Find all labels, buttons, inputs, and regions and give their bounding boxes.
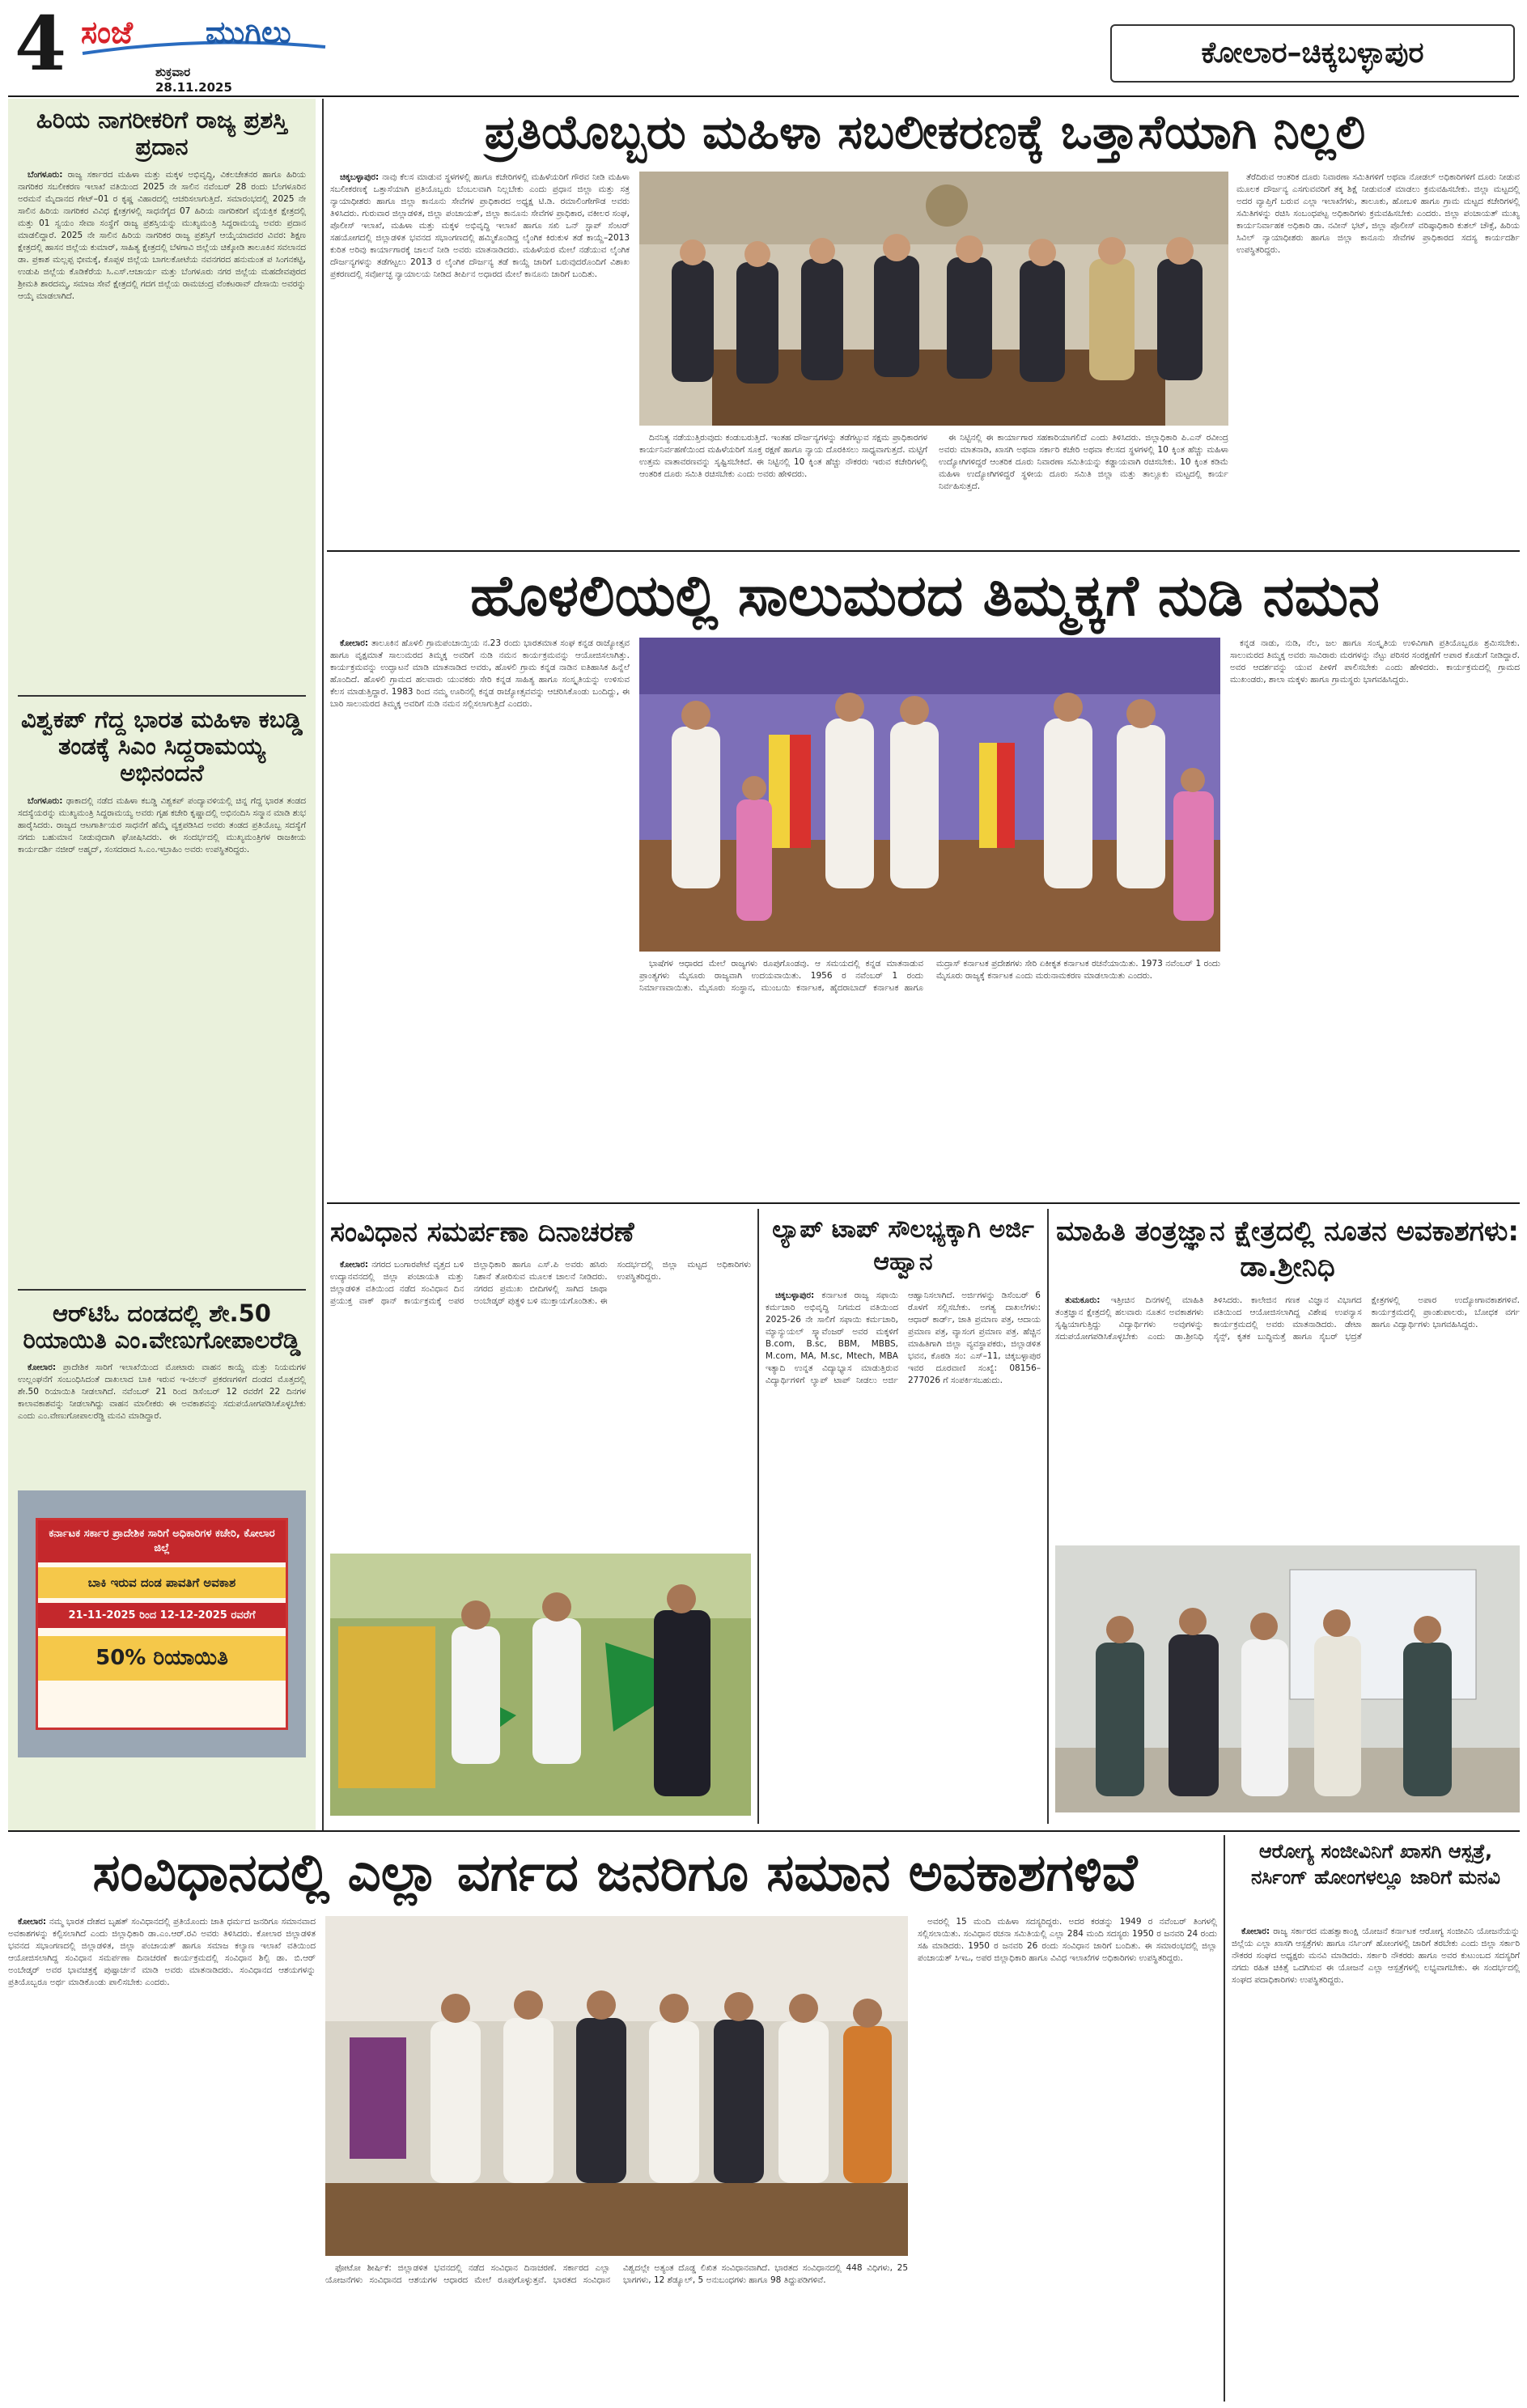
page-number: 4 bbox=[15, 0, 67, 87]
laptop-text: ಕರ್ನಾಟಕ ರಾಜ್ಯ ಸಫಾಯಿ ಕರ್ಮಚಾರಿ ಅಭಿವೃದ್ಧಿ ನಿಗಮದ ವತಿಯಿಂದ 2025-26 ನೇ ಸಾಲಿಗೆ ಸಫಾಯಿ ಕರ್ಮಚಾರಿ, ಮ್ಯಾನ್ಯುಯಲ್ ಸ್ಕ್ಯಾವೆಂಜರ್ ಅವರ ಮಕ್ಕಳಿಗೆ B.com, B.sc, BBM, MBBS, M.com, MA, M.sc, Mtech, MBA ಇತ್ಯಾದಿ ಉನ್ನತ ವಿದ್ಯಾಭ್ಯಾಸ ಮಾಡುತ್ತಿರುವ ವಿದ್ಯಾರ್ಥಿಗಳಿಗೆ ಲ್ಯಾಪ್ ಟಾಪ್ ನೀಡಲು ಅರ್ಜಿ ಆಹ್ವಾನಿಸಲಾಗಿದೆ. ಅರ್ಜಿಗಳನ್ನು ಡಿಸೆಂಬರ್ 6 ರೊಳಗೆ ಸಲ್ಲಿಸಬೇಕು. ಅಗತ್ಯ ದಾಖಲೆಗಳು: ಆಧಾರ್ ಕಾರ್ಡ್, ಜಾತಿ ಪ್ರಮಾಣ ಪತ್ರ, ಆದಾಯ ಪ್ರಮಾಣ ಪತ್ರ, ವ್ಯಾಸಂಗ ಪ್ರಮಾಣ ಪತ್ರ. ಹೆಚ್ಚಿನ ಮಾಹಿತಿಗಾಗಿ ಜಿಲ್ಲಾ ವ್ಯವಸ್ಥಾಪಕರು, ಜಿಲ್ಲಾಡಳಿತ ಭವನ, ಕೊಠಡಿ ಸಂ: ಎಸ್–11, ಚಿಕ್ಕಬಳ್ಳಾಪುರ ಇವರ ದೂರವಾಣಿ ಸಂಖ್ಯೆ: 08156–277026 ಗೆ ಸಂಪರ್ಕಿಸಬಹುದು. bbox=[766, 1291, 1041, 1385]
bottom-story-col1-text: ನಮ್ಮ ಭಾರತ ದೇಶದ ಬೃಹತ್ ಸಂವಿಧಾನದಲ್ಲಿ ಪ್ರತಿಯೊಂದು ಜಾತಿ ಧರ್ಮದ ಜನರಿಗೂ ಸಮಾನವಾದ ಅವಕಾಶಗಳನ್ನು ಕಲ್ಪಿಸಲಾಗಿದೆ ಎಂದು ಜಿಲ್ಲಾಧಿಕಾರಿ ಡಾ.ಎಂ.ಆರ್.ರವಿ ಅವರು ತಿಳಿಸಿದರು. ಕೋಲಾರ ಜಿಲ್ಲಾಡಳಿತ ಭವನದ ಸಭಾಂಗಣದಲ್ಲಿ ಜಿಲ್ಲಾಡಳಿತ, ಜಿಲ್ಲಾ ಪಂಚಾಯತ್ ಹಾಗೂ ಸಮಾಜ ಕಲ್ಯಾಣ ಇಲಾಖೆ ವತಿಯಿಂದ ಆಯೋಜಿಸಲಾಗಿದ್ದ ಸಂವಿಧಾನ ಸಮರ್ಪಣಾ ದಿನಾಚರಣೆ ಕಾರ್ಯಕ್ರಮದಲ್ಲಿ ಸಂವಿಧಾನ ಶಿಲ್ಪಿ ಡಾ. ಬಿ.ಆರ್ ಅಂಬೇಡ್ಕರ್ ಅವರ ಭಾವಚಿತ್ರಕ್ಕೆ ಪುಷ್ಪಾರ್ಚನೆ ಮಾಡಿ ಅವರು ಮಾತನಾಡಿದರು. ಸಂವಿಧಾನದ ಆಶಯಗಳನ್ನು ಪ್ರತಿಯೊಬ್ಬರೂ ಅರ್ಥ ಮಾಡಿಕೊಂಡು ಪಾಲಿಸಬೇಕು ಎಂದರು. bbox=[8, 1917, 316, 1987]
issue-day: ಶುಕ್ರವಾರ bbox=[155, 65, 191, 79]
constitution-day-headline: ಸಂವಿಧಾನ ಸಮರ್ಪಣಾ ದಿನಾಚರಣೆ bbox=[330, 1216, 634, 1249]
sidebar-story1-dateline: ಬೆಂಗಳೂರು: bbox=[28, 169, 63, 180]
bottom-story-photo bbox=[325, 1916, 908, 2256]
sidebar-rule bbox=[322, 99, 324, 1830]
sidebar-story1-body bbox=[18, 169, 306, 687]
it-headline: ಮಾಹಿತಿ ತಂತ್ರಜ್ಞಾನ ಕ್ಷೇತ್ರದಲ್ಲಿ ನೂತನ ಅವಕಾಶಗಳು: ಡಾ.ಶ್ರೀನಿಧಿ bbox=[1056, 1215, 1519, 1283]
issue-date: 28.11.2025 bbox=[155, 80, 232, 95]
masthead bbox=[0, 0, 1527, 95]
mid-story-col2 bbox=[639, 958, 1220, 1196]
poster-discount: 50% ರಿಯಾಯಿತಿ bbox=[38, 1636, 286, 1681]
rto-poster-photo bbox=[18, 1490, 306, 1757]
it-body bbox=[1055, 1295, 1520, 1537]
rule bbox=[8, 1830, 1520, 1832]
sidebar-story2-headline: ವಿಶ್ವಕಪ್ ಗೆದ್ದ ಭಾರತ ಮಹಿಳಾ ಕಬಡ್ಡಿ ತಂಡಕ್ಕೆ ಸಿಎಂ ಸಿದ್ದರಾಮಯ್ಯ ಅಭಿನಂದನೆ bbox=[21, 705, 303, 787]
bottom-story-col3 bbox=[918, 1916, 1217, 2402]
section-title: ಕೋಲಾರ–ಚಿಕ್ಕಬಳ್ಳಾಪುರ bbox=[1201, 36, 1424, 70]
top-story-headline: ಪ್ರತಿಯೊಬ್ಬರು ಮಹಿಳಾ ಸಬಲೀಕರಣಕ್ಕೆ ಒತ್ತಾಸೆಯಾಗಿ ನಿಲ್ಲಲಿ bbox=[484, 104, 1366, 159]
rule bbox=[327, 1202, 1520, 1204]
sidebar-story3-dateline: ಕೋಲಾರ: bbox=[28, 1363, 57, 1373]
bottom-story-headline: ಸಂವಿಧಾನದಲ್ಲಿ ಎಲ್ಲಾ ವರ್ಗದ ಜನರಿಗೂ ಸಮಾನ ಅವಕಾಶಗಳಿವೆ bbox=[92, 1843, 1138, 1903]
health-text: ರಾಜ್ಯ ಸರ್ಕಾರದ ಮಹತ್ವಾಕಾಂಕ್ಷಿ ಯೋಜನೆ ಕರ್ನಾಟಕ ಆರೋಗ್ಯ ಸಂಜೀವಿನಿ ಯೋಜನೆಯನ್ನು ಜಿಲ್ಲೆಯ ಎಲ್ಲಾ ಖಾಸಗಿ ಆಸ್ಪತ್ರೆಗಳು ಹಾಗೂ ನರ್ಸಿಂಗ್ ಹೋಂಗಳಲ್ಲಿ ಜಾರಿಗೆ ತರಬೇಕು ಎಂದು ಜಿಲ್ಲಾ ಸರ್ಕಾರಿ ನೌಕರರ ಸಂಘದ ಅಧ್ಯಕ್ಷರು ಮನವಿ ಮಾಡಿದರು. ಸರ್ಕಾರಿ ನೌಕರರು ಹಾಗೂ ಅವರ ಕುಟುಂಬದ ಸದಸ್ಯರಿಗೆ ನಗದು ರಹಿತ ಚಿಕಿತ್ಸೆ ಒದಗಿಸುವ ಈ ಯೋಜನೆ ಎಲ್ಲಾ ಆಸ್ಪತ್ರೆಗಳಲ್ಲಿ ಲಭ್ಯವಾಗಬೇಕು. ಈ ಸಂದರ್ಭದಲ್ಲಿ ಸಂಘದ ಪದಾಧಿಕಾರಿಗಳು ಉಪಸ್ಥಿತರಿದ್ದರು. bbox=[1232, 1927, 1520, 1985]
brand-logo bbox=[74, 11, 333, 61]
bottom-story-col2-text: ಫೋಟೋ ಶೀರ್ಷಿಕೆ: ಜಿಲ್ಲಾಡಳಿತ ಭವನದಲ್ಲಿ ನಡೆದ ಸಂವಿಧಾನ ದಿನಾಚರಣೆ. ಸರ್ಕಾರದ ಎಲ್ಲಾ ಯೋಜನೆಗಳು ಸಂವಿಧಾನದ ಆಶಯಗಳ ಆಧಾರದ ಮೇಲೆ ರೂಪುಗೊಳ್ಳುತ್ತವೆ. ಭಾರತದ ಸಂವಿಧಾನ ವಿಶ್ವದಲ್ಲೇ ಅತ್ಯಂತ ದೊಡ್ಡ ಲಿಖಿತ ಸಂವಿಧಾನವಾಗಿದೆ. ಭಾರತದ ಸಂವಿಧಾನದಲ್ಲಿ 448 ವಿಧಿಗಳು, 25 ಭಾಗಗಳು, 12 ಶೆಡ್ಯೂಲ್, 5 ಅನುಬಂಧಗಳು ಹಾಗೂ 98 ತಿದ್ದುಪಡಿಗಳಿವೆ. bbox=[325, 2263, 908, 2285]
constitution-day-body bbox=[330, 1259, 751, 1550]
sidebar-story2-dateline: ಬೆಂಗಳೂರು: bbox=[28, 795, 63, 806]
sidebar-story1-headline: ಹಿರಿಯ ನಾಗರೀಕರಿಗೆ ರಾಜ್ಯ ಪ್ರಶಸ್ತಿ ಪ್ರದಾನ bbox=[36, 106, 288, 161]
sidebar-story3-text: ಪ್ರಾದೇಶಿಕ ಸಾರಿಗೆ ಇಲಾಖೆಯಿಂದ ಮೋಟಾರು ವಾಹನ ಕಾಯ್ದೆ ಮತ್ತು ನಿಯಮಗಳ ಉಲ್ಲಂಘನೆಗೆ ಸಂಬಂಧಿಸಿದಂತೆ ದಾಖಲಾದ ಬಾಕಿ ಇರುವ ಇ-ಚಲನ್ ಪ್ರಕರಣಗಳಿಗೆ ದಂಡದ ಮೊತ್ತದಲ್ಲಿ ಶೇ.50 ರಿಯಾಯಿತಿ ನೀಡಲಾಗಿದೆ. ನವೆಂಬರ್ 21 ರಿಂದ ಡಿಸೆಂಬರ್ 12 ರವರೆಗೆ 22 ದಿನಗಳ ಕಾಲಾವಕಾಶವನ್ನು ನೀಡಲಾಗಿದ್ದು ವಾಹನ ಮಾಲೀಕರು ಈ ಅವಕಾಶವನ್ನು ಸದುಪಯೋಗಪಡಿಸಿಕೊಳ್ಳಬೇಕು ಎಂದು ಎಂ.ವೇಣುಗೋಪಾಲರೆಡ್ಡಿ ಮನವಿ ಮಾಡಿದ್ದಾರೆ. bbox=[18, 1363, 306, 1422]
sidebar-story2-text: ಢಾಕಾದಲ್ಲಿ ನಡೆದ ಮಹಿಳಾ ಕಬಡ್ಡಿ ವಿಶ್ವಕಪ್ ಪಂದ್ಯಾವಳಿಯಲ್ಲಿ ಚಿನ್ನ ಗೆದ್ದ ಭಾರತ ತಂಡದ ಸದಸ್ಯೆಯರನ್ನು ಮುಖ್ಯಮಂತ್ರಿ ಸಿದ್ದರಾಮಯ್ಯ ಅವರು ಗೃಹ ಕಚೇರಿ ಕೃಷ್ಣಾದಲ್ಲಿ ಅಭಿನಂದಿಸಿ ಸನ್ಮಾನ ಮಾಡಿ ಶುಭ ಹಾರೈಸಿದರು. ರಾಜ್ಯದ ಆಟಗಾರ್ತಿಯರ ಸಾಧನೆಗೆ ಹೆಮ್ಮೆ ವ್ಯಕ್ತಪಡಿಸಿದ ಅವರು ತಂಡದ ಪ್ರತಿಯೊಬ್ಬ ಸದಸ್ಯೆಗೆ ನಗದು ಬಹುಮಾನ ನೀಡುವುದಾಗಿ ಘೋಷಿಸಿದರು. ಈ ಸಂದರ್ಭದಲ್ಲಿ ಮುಖ್ಯಮಂತ್ರಿಗಳ ರಾಜಕೀಯ ಕಾರ್ಯದರ್ಶಿ ನಜೀರ್ ಅಹ್ಮದ್, ಸಂಸದರಾದ ಸಿ.ಎಂ.ಇಬ್ರಾಹಿಂ ಅವರು ಉಪಸ್ಥಿತರಿದ್ದರು. bbox=[18, 795, 306, 854]
mid-story-col1-text: ತಾಲೂಕಿನ ಹೊಳಲಿ ಗ್ರಾಮಪಂಚಾಯ್ತಿಯ ನ.23 ರಂದು ಭಾರತಮಾತ ಸಂಘ ಕನ್ನಡ ರಾಜ್ಯೋತ್ಸವ ಹಾಗೂ ವೃಕ್ಷಮಾತೆ ಸಾಲುಮರದ ತಿಮ್ಮಕ್ಕ ಅವರಿಗೆ ನುಡಿ ನಮನ ಕಾರ್ಯಕ್ರಮವನ್ನು ಆಯೋಜಿಸಲಾಗಿತ್ತು. ಕಾರ್ಯಕ್ರಮವನ್ನು ಉದ್ಘಾಟನೆ ಮಾಡಿ ಮಾತನಾಡಿದ ಅವರು, ಹೊಳಲಿ ಗ್ರಾಮ ಕನ್ನಡ ನಾಡಿನ ಐತಿಹಾಸಿಕ ಹಿನ್ನೆಲೆ ಹೊಂದಿದೆ. ಹೊಳಲಿ ಗ್ರಾಮದ ಹಲವಾರು ಯುವಕರು ಸೇರಿ ಕನ್ನಡ ಸಾಹಿತ್ಯ ಹಾಗೂ ಸಂಸ್ಕೃತಿಯನ್ನು ಉಳಿಸುವ ಕೆಲಸ ಮಾಡುತ್ತಿದ್ದಾರೆ. 1983 ರಿಂದ ನಮ್ಮ ಊರಿನಲ್ಲಿ ಕನ್ನಡ ರಾಜ್ಯೋತ್ಸವವನ್ನು ಆಚರಿಸಿಕೊಂಡು ಬಂದಿದ್ದು, ಈ ಬಾರಿ ಸಾಲುಮರದ ತಿಮ್ಮಕ್ಕ ಅವರಿಗೆ ನುಡಿ ನಮನ ಸಲ್ಲಿಸಲಾಗುತ್ತಿದೆ ಎಂದರು. bbox=[330, 638, 630, 709]
health-headline: ಆರೋಗ್ಯ ಸಂಜೀವಿನಿಗೆ ಖಾಸಗಿ ಆಸ್ಪತ್ರೆ, ನರ್ಸಿಂಗ್ ಹೋಂಗಳಲ್ಲೂ ಜಾರಿಗೆ ಮನವಿ bbox=[1250, 1840, 1501, 1889]
section-banner bbox=[1110, 24, 1515, 83]
laptop-dateline: ಚಿಕ್ಕಬಳ್ಳಾಪುರ: bbox=[775, 1291, 815, 1300]
health-body bbox=[1232, 1926, 1520, 2402]
rto-poster bbox=[36, 1518, 288, 1730]
rule bbox=[757, 1209, 759, 1824]
rule bbox=[1224, 1835, 1225, 2402]
officials-group-photo-icon bbox=[639, 172, 1228, 426]
laptop-headline: ಲ್ಯಾಪ್ ಟಾಪ್ ಸೌಲಭ್ಯಕ್ಕಾಗಿ ಅರ್ಜಿ ಆಹ್ವಾನ bbox=[772, 1215, 1034, 1276]
poster-dates: 21-11-2025 ರಿಂದ 12-12-2025 ರವರೆಗೆ bbox=[38, 1603, 286, 1628]
mid-story-col3 bbox=[1230, 638, 1520, 1196]
poster-top-text: ಕರ್ನಾಟಕ ಸರ್ಕಾರ ಪ್ರಾದೇಶಿಕ ಸಾರಿಗೆ ಅಧಿಕಾರಿಗಳ ಕಚೇರಿ, ಕೋಲಾರ ಜಿಲ್ಲೆ bbox=[38, 1520, 286, 1562]
top-story-col2 bbox=[639, 432, 927, 545]
top-story-col1-text: ನಾವು ಕೆಲಸ ಮಾಡುವ ಸ್ಥಳಗಳಲ್ಲಿ ಹಾಗೂ ಕಚೇರಿಗಳಲ್ಲಿ ಮಹಿಳೆಯರಿಗೆ ಗೌರವ ನೀಡಿ ಮಹಿಳಾ ಸಬಲೀಕರಣಕ್ಕೆ ಒತ್ತಾಸೆಯಾಗಿ ಪ್ರತಿಯೊಬ್ಬರು ಬೆಂಬಲವಾಗಿ ನಿಲ್ಲಬೇಕು ಎಂದು ಪ್ರಧಾನ ಜಿಲ್ಲಾ ಮತ್ತು ಸತ್ರ ನ್ಯಾಯಾಧೀಶರು ಹಾಗೂ ಜಿಲ್ಲಾ ಕಾನೂನು ಸೇವೆಗಳ ಪ್ರಾಧಿಕಾರದ ಅಧ್ಯಕ್ಷ ಟಿ.ಡಿ. ರಮಾಲಿಂಗೇಗೌಡ ಅವರು ತಿಳಿಸಿದರು. ಗುರುವಾರ ಜಿಲ್ಲಾಡಳಿತ, ಜಿಲ್ಲಾ ಪಂಚಾಯತ್, ಜಿಲ್ಲಾ ಕಾನೂನು ಸೇವೆಗಳ ಪ್ರಾಧಿಕಾರ, ವಕೀಲರ ಸಂಘ, ಪೊಲೀಸ್ ಇಲಾಖೆ, ಮಹಿಳಾ ಮತ್ತು ಮಕ್ಕಳ ಅಭಿವೃದ್ಧಿ ಇಲಾಖೆ ಹಾಗೂ ಸಖಿ ಒನ್ ಸ್ಟಾಪ್ ಸೆಂಟರ್ ಸಹಯೋಗದಲ್ಲಿ ಜಿಲ್ಲಾಡಳಿತ ಭವನದ ಸಭಾಂಗಣದಲ್ಲಿ ಹಮ್ಮಿಕೊಂಡಿದ್ದ ಲೈಂಗಿಕ ಕಿರುಕುಳ ತಡೆ ಕಾಯ್ದೆ–2013 ಕುರಿತ ಅರಿವು ಕಾರ್ಯಾಗಾರಕ್ಕೆ ಚಾಲನೆ ನೀಡಿ ಅವರು ಮಾತನಾಡಿದರು. ಮಹಿಳೆಯರ ಮೇಲೆ ನಡೆಯುವ ಲೈಂಗಿಕ ದೌರ್ಜನ್ಯಗಳನ್ನು ತಡೆಗಟ್ಟಲು 2013 ರ ಲೈಂಗಿಕ ದೌರ್ಜನ್ಯ ತಡೆ ಕಾಯ್ದೆ ಜಾರಿಗೆ ಬರುವುದರೊಂದಿಗೆ ವಿಶಾಖ ಪ್ರಕರಣದಲ್ಲಿ ಸರ್ವೋಚ್ಛ ನ್ಯಾಯಾಲಯ ನೀಡಿದ ತೀರ್ಪಿನ ಅಧಾರದ ಮೇಲೆ ಕಾನೂನು ಜಾರಿಗೆ ಬಂದಿತು. bbox=[330, 172, 630, 279]
flag-off-photo-icon bbox=[330, 1554, 751, 1816]
constitution-event-photo-icon bbox=[325, 1916, 908, 2256]
top-story-col4 bbox=[1236, 172, 1520, 545]
top-story-col4-text: ತೆರೆದಿರುವ ಆಂತರಿಕ ದೂರು ನಿವಾರಣಾ ಸಮಿತಿಗಳಿಗೆ ಅಥವಾ ನೋಡಲ್ ಅಧಿಕಾರಿಗಳಿಗೆ ದೂರು ನೀಡುವ ಮೂಲಕ ದೌರ್ಜನ್ಯ ಎಸಗುವವರಿಗೆ ತಕ್ಕ ಶಿಕ್ಷೆ ನೀಡುವಂತೆ ಮಾಡಲು ಕ್ರಮವಹಿಸಬೇಕು. ಜಿಲ್ಲಾ ಮಟ್ಟದಲ್ಲಿ ಅದರ ವ್ಯಾಪ್ತಿಗೆ ಬರುವ ಎಲ್ಲಾ ಇಲಾಖೆಗಳು, ತಾಲೂಕು, ಹೋಬಳಿ ಹಾಗೂ ಗ್ರಾಮ ಮಟ್ಟದ ಕಚೇರಿಗಳಲ್ಲಿ ಸಮಿತಿಗಳನ್ನು ರಚಿಸಿ ಸಂಬಂಧಪಟ್ಟ ಅಧಿಕಾರಿಗಳು ಕ್ರಮವಹಿಸಬೇಕು ಎಂದರು. ಜಿಲ್ಲಾ ಪಂಚಾಯತ್ ಮುಖ್ಯ ಕಾರ್ಯನಿರ್ವಾಹಕ ಅಧಿಕಾರಿ ಡಾ. ನವೀನ್ ಭಟ್, ಜಿಲ್ಲಾ ಪೊಲೀಸ್ ವರಿಷ್ಠಾಧಿಕಾರಿ ಕುಶಲ್ ಚೌಕ್ಸೆ, ಹಿರಿಯ ಸಿವಿಲ್ ನ್ಯಾಯಾಧೀಶರು ಹಾಗೂ ಜಿಲ್ಲಾ ಕಾನೂನು ಸೇವೆಗಳ ಪ್ರಾಧಿಕಾರದ ಸದಸ್ಯ ಕಾರ್ಯದರ್ಶಿ ಉಪಸ್ಥಿತರಿದ್ದರು. bbox=[1236, 172, 1520, 255]
bottom-story-col2 bbox=[325, 2262, 908, 2402]
it-photo bbox=[1055, 1545, 1520, 1812]
seminar-group-photo-icon bbox=[1055, 1545, 1520, 1812]
top-story-photo bbox=[639, 172, 1228, 426]
brand-part1: ಸಂಜೆ bbox=[81, 15, 134, 50]
divider bbox=[18, 695, 306, 697]
top-story-dateline: ಚಿಕ್ಕಬಳ್ಳಾಪುರ: bbox=[340, 172, 380, 182]
masthead-rule bbox=[8, 95, 1519, 97]
mid-story-photo bbox=[639, 638, 1220, 952]
poster-middle-text: ಬಾಕಿ ಇರುವ ದಂಡ ಪಾವತಿಗೆ ಅವಕಾಶ bbox=[38, 1567, 286, 1598]
top-story-col3 bbox=[939, 432, 1228, 545]
mid-story-col3-text: ಕನ್ನಡ ನಾಡು, ನುಡಿ, ನೆಲ, ಜಲ ಹಾಗೂ ಸಂಸ್ಕೃತಿಯ ಉಳಿವಿಗಾಗಿ ಪ್ರತಿಯೊಬ್ಬರೂ ಶ್ರಮಿಸಬೇಕು. ಸಾಲುಮರದ ತಿಮ್ಮಕ್ಕ ಅವರು ಸಾವಿರಾರು ಮರಗಳನ್ನು ನೆಟ್ಟು ಪರಿಸರ ಸಂರಕ್ಷಣೆಗೆ ಅಪಾರ ಕೊಡುಗೆ ನೀಡಿದ್ದಾರೆ. ಅವರ ಆದರ್ಶವನ್ನು ಯುವ ಪೀಳಿಗೆ ಪಾಲಿಸಬೇಕು ಎಂದು ಹೇಳಿದರು. ಕಾರ್ಯಕ್ರಮದಲ್ಲಿ ಗ್ರಾಮದ ಮುಖಂಡರು, ಶಾಲಾ ಮಕ್ಕಳು ಹಾಗೂ ಗ್ರಾಮಸ್ಥರು ಭಾಗವಹಿಸಿದ್ದರು. bbox=[1230, 638, 1520, 685]
divider bbox=[18, 1289, 306, 1291]
bottom-story-dateline: ಕೋಲಾರ: bbox=[18, 1917, 47, 1927]
left-sidebar bbox=[8, 99, 316, 1830]
top-story-col1 bbox=[330, 172, 630, 471]
sidebar-story1-text: ರಾಜ್ಯ ಸರ್ಕಾರದ ಮಹಿಳಾ ಮತ್ತು ಮಕ್ಕಳ ಅಭಿವೃದ್ಧಿ, ವಿಕಲಚೇತನರ ಹಾಗೂ ಹಿರಿಯ ನಾಗರಿಕರ ಸಬಲೀಕರಣ ಇಲಾಖೆ ವತಿಯಿಂದ 2025 ನೇ ಸಾಲಿನ ನವೆಂಬರ್ 28 ರಂದು ಬೆಂಗಳೂರಿನ ಅರಮನೆ ಮೈದಾನದ ಗೇಟ್–01 ರ ಕೃಷ್ಣ ವಿಹಾರದಲ್ಲಿ ಆಚರಿಸಲಾಗುತ್ತಿದೆ. ಸಮಾರಂಭದಲ್ಲಿ 2025 ನೇ ಸಾಲಿನ ಹಿರಿಯ ನಾಗರಿಕರ ವಿವಿಧ ಕ್ಷೇತ್ರಗಳಲ್ಲಿ ಸಾಧನೆಗೈದ 07 ಹಿರಿಯ ನಾಗರಿಕರಿಗೆ ವೈಯಕ್ತಿಕ ಕ್ಷೇತ್ರದಲ್ಲಿ ಮತ್ತು 01 ಸ್ವಯಂ ಸೇವಾ ಸಂಸ್ಥೆಗೆ ರಾಜ್ಯ ಪ್ರಶಸ್ತಿಯನ್ನು ಮುಖ್ಯಮಂತ್ರಿ ಸಿದ್ದರಾಮಯ್ಯ ಅವರು ಪ್ರದಾನ ಮಾಡಲಿದ್ದಾರೆ. 2025 ನೇ ಸಾಲಿನ ಹಿರಿಯ ನಾಗರಿಕರ ರಾಜ್ಯ ಪ್ರಶಸ್ತಿಗೆ ಆಯ್ಕೆಯಾದವರ ವಿವರ: ಶಿಕ್ಷಣ ಕ್ಷೇತ್ರದಲ್ಲಿ ಹಾಸನ ಜಿಲ್ಲೆಯ ಕುಮಾರ್, ಸಾಹಿತ್ಯ ಕ್ಷೇತ್ರದಲ್ಲಿ ಬೆಳಗಾವಿ ಜಿಲ್ಲೆಯ ಚಿಕ್ಕೋಡಿ ತಾಲೂಕಿನ ಸವಲಾನದ ಡಾ. ಪ್ರಕಾಶ ಮಲ್ಲಪ್ಪ ಭೀಮಕ್ಕೆ, ಕೊಪ್ಪಳ ಜಿಲ್ಲೆಯ ಬಾಗಲಕೋಟೆಯ ನವನಗರದ ಹನುಮಂತ ಪ ಸಿಂಗನಕಟ್ಟಿ, ಉಡುಪಿ ಜಿಲ್ಲೆಯ ಕೊಡಿಕೆರೆಯ ಸಿ.ಎಸ್.ಆಚಾರ್ಯ ಮತ್ತು ಬೆಂಗಳೂರು ನಗರ ಜಿಲ್ಲೆಯ ಮಹದೇವಪುರದ ಶ್ರೀಮತಿ ಶಾರದಮ್ಮ, ಸಮಾಜ ಸೇವೆ ಕ್ಷೇತ್ರದಲ್ಲಿ ಗದಗ ಜಿಲ್ಲೆಯ ರಾಮಚಂದ್ರ ವೆಂಕಟರಾವ್ ದೇಸಾಯಿ ಅವರನ್ನು ಆಯ್ಕೆ ಮಾಡಲಾಗಿದೆ. bbox=[18, 169, 306, 301]
constitution-day-dateline: ಕೋಲಾರ: bbox=[340, 1260, 369, 1270]
top-story-col2-text: ದಿನನಿತ್ಯ ನಡೆಯುತ್ತಿರುವುದು ಕಂಡುಬರುತ್ತಿದೆ. ಇಂತಹ ದೌರ್ಜನ್ಯಗಳನ್ನು ತಡೆಗಟ್ಟುವ ಸಕ್ಷಮ ಪ್ರಾಧಿಕಾರಗಳ ಕಾರ್ಯನಿರ್ವಹಣೆಯಿಂದ ಮಹಿಳೆಯರಿಗೆ ಸೂಕ್ತ ರಕ್ಷಣೆ ಹಾಗೂ ನ್ಯಾಯ ದೊರಕಿಸಲು ಸಾಧ್ಯವಾಗುತ್ತದೆ. ಮಟ್ಟಿಗೆ ಉತ್ತಮ ವಾತಾವರಣವನ್ನು ಸೃಷ್ಟಿಸಬೇಕಿದೆ. ಈ ನಿಟ್ಟಿನಲ್ಲಿ 10 ಕ್ಕಿಂತ ಹೆಚ್ಚು ನೌಕರರು ಇರುವ ಕಚೇರಿಗಳಲ್ಲಿ ಆಂತರಿಕ ದೂರು ಸಮಿತಿ ರಚಿಸಬೇಕು ಎಂದು ಅವರು ಹೇಳಿದರು. bbox=[639, 433, 927, 479]
it-dateline: ತುಮಕೂರು: bbox=[1065, 1295, 1101, 1305]
health-dateline: ಕೋಲಾರ: bbox=[1241, 1927, 1270, 1936]
mid-story-col2-text: ಭಾಷೆಗಳ ಆಧಾರದ ಮೇಲೆ ರಾಜ್ಯಗಳು ರೂಪುಗೊಂಡವು. ಆ ಸಮಯದಲ್ಲಿ ಕನ್ನಡ ಮಾತನಾಡುವ ಪ್ರಾಂತ್ಯಗಳು ಮೈಸೂರು ರಾಜ್ಯವಾಗಿ ಉದಯವಾಯಿತು. 1956 ರ ನವೆಂಬರ್ 1 ರಂದು ನಿರ್ಮಾಣವಾಯಿತು. ಮೈಸೂರು ಸಂಸ್ಥಾನ, ಮುಂಬಯಿ ಕರ್ನಾಟಕ, ಹೈದರಾಬಾದ್ ಕರ್ನಾಟಕ ಹಾಗೂ ಮದ್ರಾಸ್ ಕರ್ನಾಟಕ ಪ್ರದೇಶಗಳು ಸೇರಿ ಏಕೀಕೃತ ಕರ್ನಾಟಕ ರಚನೆಯಾಯಿತು. 1973 ನವೆಂಬರ್ 1 ರಂದು ಮೈಸೂರು ರಾಜ್ಯಕ್ಕೆ ಕರ್ನಾಟಕ ಎಂದು ಮರುನಾಮಕರಣ ಮಾಡಲಾಯಿತು ಎಂದರು. bbox=[639, 959, 1220, 993]
bottom-story-col3-text: ಅವರಲ್ಲಿ 15 ಮಂದಿ ಮಹಿಳಾ ಸದಸ್ಯರಿದ್ದರು. ಅದರ ಕರಡನ್ನು 1949 ರ ನವೆಂಬರ್ ತಿಂಗಳಲ್ಲಿ ಸಲ್ಲಿಸಲಾಯಿತು. ಸಂವಿಧಾನ ರಚನಾ ಸಮಿತಿಯಲ್ಲಿ ಎಲ್ಲಾ 284 ಮಂದಿ ಸದಸ್ಯರು 1950 ರ ಜನವರಿ 24 ರಂದು ಸಹಿ ಮಾಡಿದರು. 1950 ರ ಜನವರಿ 26 ರಂದು ಸಂವಿಧಾನ ಜಾರಿಗೆ ಬಂದಿತು. ಈ ಸಮಾರಂಭದಲ್ಲಿ ಜಿಲ್ಲಾ ಪಂಚಾಯತ್ ಸಿಇಒ, ಅಪರ ಜಿಲ್ಲಾಧಿಕಾರಿ ಹಾಗೂ ವಿವಿಧ ಇಲಾಖೆಗಳ ಅಧಿಕಾರಿಗಳು ಉಪಸ್ಥಿತರಿದ್ದರು. bbox=[918, 1917, 1217, 1963]
walkathon-photo bbox=[330, 1554, 751, 1816]
ceremony-crowd-photo-icon bbox=[639, 638, 1220, 952]
top-story-col3-text: ಈ ನಿಟ್ಟಿನಲ್ಲಿ ಈ ಕಾರ್ಯಾಗಾರ ಸಹಕಾರಿಯಾಗಲಿದೆ ಎಂದು ತಿಳಿಸಿದರು. ಜಿಲ್ಲಾಧಿಕಾರಿ ಪಿ.ಎನ್ ರವೀಂದ್ರ ಅವರು ಮಾತನಾಡಿ, ಖಾಸಗಿ ಅಥವಾ ಸರ್ಕಾರಿ ಕಚೇರಿ ಅಥವಾ ಕೆಲಸದ ಸ್ಥಳಗಳಲ್ಲಿ 10 ಕ್ಕಿಂತ ಹೆಚ್ಚು ಮಹಿಳಾ ಉದ್ಯೋಗಿಗಳಿದ್ದರೆ ಆಂತರಿಕ ದೂರು ನಿವಾರಣಾ ಸಮಿತಿಯನ್ನು ಕಡ್ಡಾಯವಾಗಿ ರಚಿಸಬೇಕು. 10 ಕ್ಕಿಂತ ಕಡಿಮೆ ಮಹಿಳಾ ಉದ್ಯೋಗಿಗಳಿದ್ದರೆ ಸ್ಥಳೀಯ ದೂರು ಸಮಿತಿ ಜಿಲ್ಲಾ ಮತ್ತು ತಾಲ್ಲೂಕು ಮಟ್ಟದಲ್ಲಿ ಕಾರ್ಯ ನಿರ್ವಹಿಸುತ್ತದೆ. bbox=[939, 433, 1228, 491]
mid-story-col1 bbox=[330, 638, 630, 1196]
it-text: ಇತ್ತೀಚಿನ ದಿನಗಳಲ್ಲಿ ಮಾಹಿತಿ ತಂತ್ರಜ್ಞಾನ ಕ್ಷೇತ್ರದಲ್ಲಿ ಹಲವಾರು ನೂತನ ಅವಕಾಶಗಳು ಸೃಷ್ಟಿಯಾಗುತ್ತಿದ್ದು ವಿದ್ಯಾರ್ಥಿಗಳು ಅವುಗಳನ್ನು ಸದುಪಯೋಗಪಡಿಸಿಕೊಳ್ಳಬೇಕು ಎಂದು ಡಾ.ಶ್ರೀನಿಧಿ ತಿಳಿಸಿದರು. ಕಾಲೇಜಿನ ಗಣಕ ವಿಜ್ಞಾನ ವಿಭಾಗದ ವತಿಯಿಂದ ಆಯೋಜಿಸಲಾಗಿದ್ದ ವಿಶೇಷ ಉಪನ್ಯಾಸ ಕಾರ್ಯಕ್ರಮದಲ್ಲಿ ಅವರು ಮಾತನಾಡಿದರು. ಡೇಟಾ ಸೈನ್ಸ್, ಕೃತಕ ಬುದ್ಧಿಮತ್ತೆ ಹಾಗೂ ಸೈಬರ್ ಭದ್ರತೆ ಕ್ಷೇತ್ರಗಳಲ್ಲಿ ಅಪಾರ ಉದ್ಯೋಗಾವಕಾಶಗಳಿವೆ. ಕಾರ್ಯಕ್ರಮದಲ್ಲಿ ಪ್ರಾಂಶುಪಾಲರು, ಬೋಧಕ ವರ್ಗ ಹಾಗೂ ವಿದ್ಯಾರ್ಥಿಗಳು ಭಾಗವಹಿಸಿದ್ದರು. bbox=[1055, 1295, 1520, 1342]
brand-part2: ಮುಗಿಲು bbox=[206, 15, 291, 50]
bottom-story-col1 bbox=[8, 1916, 316, 2402]
sidebar-story2-body bbox=[18, 795, 306, 1281]
constitution-day-text: ನಗರದ ಬಂಗಾರಪೇಟೆ ವೃತ್ತದ ಬಳಿ ಉದ್ಯಾನವನದಲ್ಲಿ ಜಿಲ್ಲಾ ಪಂಚಾಯತಿ ಮತ್ತು ಜಿಲ್ಲಾಡಳಿತ ವತಿಯಿಂದ ನಡೆದ ಸಂವಿಧಾನ ದಿನ ಪ್ರಯುಕ್ತ ವಾಕ್ ಥಾನ್ ಕಾರ್ಯಕ್ರಮಕ್ಕೆ ಅಪರ ಜಿಲ್ಲಾಧಿಕಾರಿ ಹಾಗೂ ಎಸ್.ಪಿ ಅವರು ಹಸಿರು ನಿಶಾನೆ ತೋರಿಸುವ ಮೂಲಕ ಚಾಲನೆ ನೀಡಿದರು. ನಗರದ ಪ್ರಮುಖ ಬೀದಿಗಳಲ್ಲಿ ಸಾಗಿದ ಜಾಥಾ ಅಂಬೇಡ್ಕರ್ ಪುತ್ಥಳಿ ಬಳಿ ಮುಕ್ತಾಯಗೊಂಡಿತು. ಈ ಸಂದರ್ಭದಲ್ಲಿ ಜಿಲ್ಲಾ ಮಟ್ಟದ ಅಧಿಕಾರಿಗಳು ಉಪಸ್ಥಿತರಿದ್ದರು. bbox=[330, 1260, 751, 1306]
laptop-body bbox=[766, 1290, 1041, 1824]
rule bbox=[1047, 1209, 1049, 1824]
mid-story-dateline: ಕೋಲಾರ: bbox=[340, 638, 369, 648]
rule bbox=[327, 550, 1520, 552]
mid-story-headline: ಹೊಳಲಿಯಲ್ಲಿ ಸಾಲುಮರದ ತಿಮ್ಮಕ್ಕಗೆ ನುಡಿ ನಮನ bbox=[470, 562, 1380, 629]
sidebar-story3-headline: ಆರ್‌ಟಿಓ ದಂಡದಲ್ಲಿ ಶೇ.50 ರಿಯಾಯಿತಿ ಎಂ.ವೇಣುಗೋಪಾಲರೆಡ್ಡಿ bbox=[23, 1299, 301, 1354]
